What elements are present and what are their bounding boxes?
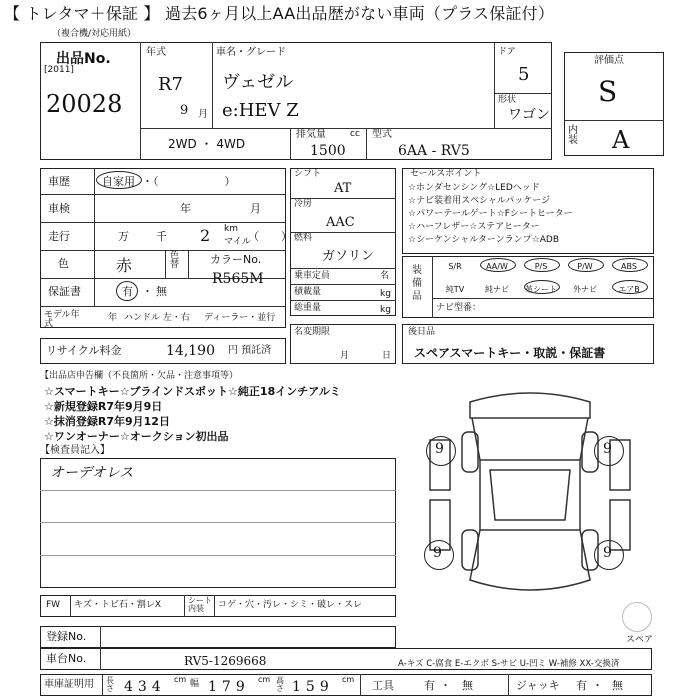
car-diagram: [410, 380, 650, 610]
spare-label: スペア: [626, 635, 654, 645]
mileage-sen: 千: [156, 230, 167, 243]
warranty-no: 無: [156, 285, 167, 298]
color-label: 色: [58, 257, 69, 270]
tools-no: 無: [462, 679, 473, 692]
equip-ps: P/S: [534, 262, 548, 271]
history-circle: [96, 171, 142, 189]
cert-length: 434: [124, 679, 166, 695]
doors-label: ドア: [498, 47, 516, 57]
weight-unit: kg: [380, 305, 391, 315]
aircon-label: 冷房: [294, 199, 313, 209]
fuel-value: ガソリン: [322, 249, 375, 264]
change-date-month: 月: [340, 351, 350, 361]
registration-label: 登録No.: [46, 630, 87, 643]
defect-seat-text: コゲ・穴・汚レ・シミ・破レ・スレ: [218, 600, 363, 610]
load-label: 積載量: [294, 287, 322, 297]
cert-label: 車庫証明用: [44, 679, 94, 690]
mileage-value: 2: [200, 226, 211, 245]
color-repaint-label: 色替: [170, 251, 180, 270]
model-year-handle: ハンドル 左・右: [124, 313, 190, 323]
banner: 【 トレタマ＋保証 】 過去6ヶ月以上AA出品歴がない車両（プラス保証付）: [4, 4, 555, 23]
mileage-unit-mile: マイル: [224, 237, 251, 247]
equip-navi: 純ナビ: [485, 285, 509, 294]
equip-leather: 革シート: [525, 285, 557, 294]
inspection-label: 車検: [48, 202, 70, 215]
jack-yes: 有: [576, 679, 587, 692]
note-2: ☆新規登録R7年9月9日: [44, 400, 163, 413]
cert-height: 159: [292, 679, 334, 695]
model-year-label: モデル年式: [44, 310, 80, 329]
inspector-label: 【検査員記入】: [40, 445, 110, 456]
tools-label: 工具: [372, 679, 394, 692]
sales-point-5: ☆シーケンシャルターンランプ☆ADB: [408, 235, 560, 245]
lot-number: 20028: [46, 90, 123, 118]
afterfit-label: 後日品: [408, 327, 436, 337]
model-year-year: 年: [108, 313, 118, 323]
cert-height-label: 高さ: [276, 676, 284, 693]
warranty-dot: ・: [142, 285, 153, 298]
body-shape-label: 形状: [498, 95, 517, 105]
year-label: 年式: [146, 47, 166, 58]
capacity-unit: 名: [380, 271, 390, 281]
equip-sr: S/R: [448, 262, 462, 271]
displacement-value: 1500: [310, 143, 346, 159]
model-year-dealer: ディーラー・並行: [204, 313, 276, 323]
year-month: 9: [180, 103, 189, 118]
aircon-value: AAC: [326, 215, 355, 230]
sub-banner: （複合機/対応用紙）: [52, 29, 137, 39]
equip-tv: 純TV: [445, 285, 465, 294]
weight-label: 総重量: [294, 303, 322, 313]
warranty-label: 保証書: [48, 285, 81, 298]
mileage-label: 走行: [48, 230, 70, 243]
tools-dot: ・: [440, 679, 451, 692]
recycle-label: リサイクル料金: [46, 344, 122, 357]
inspector-comment: オーデオレス: [50, 465, 134, 481]
model-name: ヴェゼル: [222, 72, 294, 93]
cert-length-label: 長さ: [106, 676, 114, 693]
interior-value: A: [612, 126, 630, 154]
cert-length-cm: cm: [174, 675, 187, 684]
model-code-value: 6AA - RV5: [398, 143, 470, 159]
mileage-man: 万: [118, 230, 129, 243]
history-rest: ・（ ）: [142, 175, 236, 188]
history-value: 自家用: [102, 175, 135, 188]
tools-yes: 有: [424, 679, 435, 692]
equip-aaw: AA/W: [486, 262, 508, 271]
tire-fr: 9: [603, 441, 612, 457]
equipment-navi: ナビ型番：: [436, 303, 482, 313]
left-info-block: [40, 168, 286, 328]
warranty-yes-circle: [116, 281, 138, 301]
score-value: S: [598, 75, 618, 108]
model-code-label: 型式: [372, 129, 392, 140]
recycle-value: 14,190: [166, 343, 215, 359]
sales-point-1: ☆ホンダセンシング☆LEDヘッド: [408, 183, 540, 193]
mileage-paren: （ ）: [248, 230, 292, 243]
chassis-label: 車台No.: [46, 652, 87, 665]
spare-tire-icon: [622, 602, 652, 632]
displacement-unit: cc: [350, 129, 360, 139]
year-era: R7: [158, 74, 184, 95]
load-unit: kg: [380, 289, 391, 299]
sales-point-3: ☆パワーテールゲート☆Fシートヒーター: [408, 209, 573, 219]
defect-fw-text: キズ・トビ石・割レX: [74, 600, 161, 610]
equip-ext-navi: 外ナビ: [573, 285, 597, 294]
jack-dot: ・: [592, 679, 603, 692]
shift-label: シフト: [294, 169, 322, 179]
tire-rl: 9: [433, 545, 442, 561]
mileage-unit-km: km: [224, 224, 238, 234]
model-grade: e:HEV Z: [222, 100, 299, 121]
defect-seat: シート内装: [188, 596, 212, 613]
defect-fw: FW: [46, 600, 61, 610]
score-label: 評価点: [594, 55, 624, 66]
equipment-label: 装備品: [412, 265, 422, 302]
sales-points-label: セールスポイント: [410, 169, 482, 179]
doors-value: 5: [518, 64, 530, 85]
defect-legend: A-キズ C-腐食 E-エクボ S-サビ U-凹ミ W-補修 XX-交換済: [398, 659, 620, 669]
color-value: 赤: [116, 256, 133, 275]
cert-width: 179: [208, 679, 250, 695]
registration-row: [40, 626, 396, 648]
shift-value: AT: [334, 181, 352, 196]
cert-width-label: 幅: [190, 679, 200, 689]
equip-abs: ABS: [621, 262, 637, 271]
interior-label: 内装: [568, 125, 578, 146]
jack-label: ジャッキ: [516, 679, 560, 692]
note-4: ☆ワンオーナー☆オークション初出品: [44, 430, 229, 443]
fuel-label: 燃料: [294, 233, 313, 243]
equip-pw: P/W: [577, 262, 593, 271]
drive-options: 2WD ・ 4WD: [168, 137, 246, 151]
jack-no: 無: [612, 679, 623, 692]
inspection-year: 年: [180, 202, 191, 215]
color-code-value: R565M: [212, 271, 264, 287]
color-code-label: カラーNo.: [210, 253, 262, 266]
model-label: 車名・グレード: [216, 47, 286, 58]
warranty-yes: 有: [122, 285, 133, 298]
lot-label: 出品No.: [56, 51, 111, 67]
tire-fl: 9: [435, 441, 444, 457]
equip-airbag: エアB: [618, 285, 640, 294]
year-month-unit: 月: [198, 109, 208, 120]
note-1: ☆スマートキー☆ブラインドスポット☆純正18インチアルミ: [44, 385, 341, 398]
sales-point-2: ☆ナビ装着用スペシャルパッケージ: [408, 196, 551, 206]
sales-point-4: ☆ハーフレザー☆ステアヒーター: [408, 222, 540, 232]
recycle-unit: 円 預託済: [228, 345, 272, 356]
inspection-month: 月: [250, 202, 261, 215]
chassis-value: RV5-1269668: [184, 654, 267, 668]
history-label: 車歴: [48, 175, 70, 188]
lot-year-tag: [2011]: [44, 65, 74, 75]
displacement-label: 排気量: [296, 129, 326, 140]
cert-height-cm: cm: [342, 675, 355, 684]
body-shape-value: ワゴン: [508, 107, 550, 123]
cert-width-cm: cm: [258, 675, 271, 684]
afterfit-value: スペアスマートキー・取説・保証書: [414, 346, 606, 360]
note-3: ☆抹消登録R7年9月12日: [44, 415, 170, 428]
change-date-day: 日: [382, 351, 392, 361]
capacity-label: 乗車定員: [294, 271, 331, 281]
tire-rr: 9: [603, 545, 612, 561]
notes-label: 【出品店申告欄（不良箇所・欠品・注意事項等）: [40, 371, 239, 381]
change-date-label: 名変期限: [294, 327, 331, 337]
